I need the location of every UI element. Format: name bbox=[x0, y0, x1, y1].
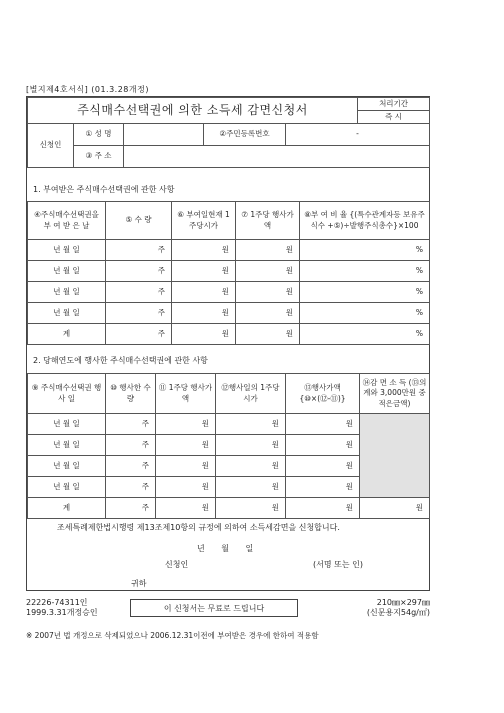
paper-size: 210㎜×297㎜ bbox=[376, 598, 430, 607]
table-row bbox=[28, 240, 430, 261]
s1-total-price[interactable]: 원 bbox=[172, 324, 236, 345]
address-field[interactable] bbox=[124, 146, 430, 168]
s1-cell-qty[interactable]: 주 bbox=[106, 261, 172, 282]
s2-header-exercise-price: ⑪ 1주당 행사가액 bbox=[156, 374, 216, 414]
table-row bbox=[28, 282, 430, 303]
s2-cell-date[interactable]: 년 월 일 bbox=[28, 414, 106, 435]
s1-cell-qty[interactable]: 주 bbox=[106, 240, 172, 261]
s2-header-quantity: ⑩ 행사한 수 량 bbox=[106, 374, 156, 414]
s2-total-exprice[interactable]: 원 bbox=[156, 498, 216, 519]
s2-cell-exprice[interactable]: 원 bbox=[156, 414, 216, 435]
processing-label: 처리기간 bbox=[358, 98, 430, 111]
s2-cell-price[interactable]: 원 bbox=[216, 477, 286, 498]
s2-cell-exprice[interactable]: 원 bbox=[156, 477, 216, 498]
s1-cell-date[interactable]: 년 월 일 bbox=[28, 240, 106, 261]
name-field[interactable] bbox=[124, 124, 204, 146]
s1-cell-price[interactable]: 원 bbox=[172, 240, 236, 261]
s1-cell-ratio[interactable]: % bbox=[300, 240, 430, 261]
application-form bbox=[26, 96, 430, 591]
form-number: [별지제4호서식] (01.3.28개정) bbox=[26, 85, 149, 94]
total-row bbox=[28, 324, 430, 345]
s1-cell-ratio[interactable]: % bbox=[300, 282, 430, 303]
id-dash: - bbox=[356, 129, 359, 139]
s1-cell-date[interactable]: 년 월 일 bbox=[28, 303, 106, 324]
s2-header-exempt-income: ⑭감 면 소 득 (⑬의 계와 3,000만원 중 적은금액) bbox=[360, 374, 430, 414]
s2-cell-qty[interactable]: 주 bbox=[106, 435, 156, 456]
s1-cell-qty[interactable]: 주 bbox=[106, 303, 172, 324]
paper-weight: (신문용지54g/㎡) bbox=[366, 608, 430, 618]
s1-header-exercise-price: ⑦ 1주당 행사가액 bbox=[236, 202, 300, 240]
s1-header-market-price: ⑥ 부여일현재 1주당시가 bbox=[172, 202, 236, 240]
s1-total-qty[interactable]: 주 bbox=[106, 324, 172, 345]
form-code: 22226-74311인 bbox=[26, 598, 88, 607]
s2-total-value[interactable]: 원 bbox=[286, 498, 360, 519]
address-label: ③ 주 소 bbox=[74, 146, 124, 168]
name-label: ① 성 명 bbox=[74, 124, 124, 146]
s1-total-ratio[interactable]: % bbox=[300, 324, 430, 345]
date-line[interactable]: 년 월 일 bbox=[197, 544, 254, 553]
s1-header-grant-ratio: ⑧부 여 비 율 {(특수관계자등 보유주식수 +⑤)÷발행주식총수}×100 bbox=[300, 202, 430, 240]
s1-total-label: 계 bbox=[28, 324, 106, 345]
s2-cell-price[interactable]: 원 bbox=[216, 414, 286, 435]
s2-total-qty[interactable]: 주 bbox=[106, 498, 156, 519]
s1-cell-price[interactable]: 원 bbox=[172, 282, 236, 303]
s2-header-exercise-date: ⑨ 주식매수선택권 행 사 일 bbox=[28, 374, 106, 414]
processing-value: 즉 시 bbox=[358, 111, 430, 124]
applicant-sign-label: 신청인 bbox=[165, 560, 189, 569]
s2-cell-price[interactable]: 원 bbox=[216, 456, 286, 477]
section1-title: 1. 부여받은 주식매수선택권에 관한 사항 bbox=[33, 185, 175, 194]
s1-cell-exprice[interactable]: 원 bbox=[236, 240, 300, 261]
s2-total-price[interactable]: 원 bbox=[216, 498, 286, 519]
section2-table bbox=[27, 373, 430, 519]
s2-cell-qty[interactable]: 주 bbox=[106, 477, 156, 498]
s2-cell-price[interactable]: 원 bbox=[216, 435, 286, 456]
s2-header-market-price: ⑫행사일의 1주당시가 bbox=[216, 374, 286, 414]
paper-spec bbox=[350, 598, 430, 619]
table-row bbox=[28, 303, 430, 324]
s1-cell-exprice[interactable]: 원 bbox=[236, 261, 300, 282]
table-row bbox=[28, 261, 430, 282]
s1-cell-exprice[interactable]: 원 bbox=[236, 282, 300, 303]
form-codes bbox=[26, 598, 98, 619]
section1-table bbox=[27, 201, 430, 345]
footnote: ※ 2007년 법 개정으로 삭제되었으나 2006.12.31이전에 부여받은 경우에 한하여 적용함 bbox=[26, 631, 319, 640]
total-row bbox=[28, 498, 430, 519]
s1-cell-ratio[interactable]: % bbox=[300, 303, 430, 324]
free-notice: 이 신청서는 무료로 드립니다 bbox=[130, 599, 298, 617]
s2-cell-date[interactable]: 년 월 일 bbox=[28, 477, 106, 498]
section2-title: 2. 당해연도에 행사한 주식매수선택권에 관한 사항 bbox=[33, 356, 208, 365]
table-row bbox=[28, 414, 430, 435]
s1-cell-ratio[interactable]: % bbox=[300, 261, 430, 282]
s1-cell-price[interactable]: 원 bbox=[172, 261, 236, 282]
s1-cell-qty[interactable]: 주 bbox=[106, 282, 172, 303]
s2-total-label: 계 bbox=[28, 498, 106, 519]
form-title: 주식매수선택권에 의한 소득세 감면신청서 bbox=[28, 98, 358, 124]
s2-total-exempt[interactable]: 원 bbox=[360, 498, 430, 519]
s1-cell-date[interactable]: 년 월 일 bbox=[28, 261, 106, 282]
s2-cell-exprice[interactable]: 원 bbox=[156, 435, 216, 456]
s2-cell-qty[interactable]: 주 bbox=[106, 414, 156, 435]
s2-cell-value[interactable]: 원 bbox=[286, 435, 360, 456]
declaration-text: 조세특례제한법시행령 제13조제10항의 규정에 의하여 소득세감면을 신청합니다. bbox=[57, 523, 340, 532]
s1-header-quantity: ⑤ 수 량 bbox=[106, 202, 172, 240]
s2-cell-qty[interactable]: 주 bbox=[106, 456, 156, 477]
s2-cell-exprice[interactable]: 원 bbox=[156, 456, 216, 477]
s2-shaded-area bbox=[360, 414, 430, 498]
s2-cell-value[interactable]: 원 bbox=[286, 456, 360, 477]
id-field[interactable] bbox=[286, 124, 430, 146]
id-label: ②주민등록번호 bbox=[204, 124, 286, 146]
s2-cell-value[interactable]: 원 bbox=[286, 414, 360, 435]
addressee: 귀하 bbox=[131, 579, 147, 588]
s1-total-exprice[interactable]: 원 bbox=[236, 324, 300, 345]
s2-cell-value[interactable]: 원 bbox=[286, 477, 360, 498]
s2-cell-date[interactable]: 년 월 일 bbox=[28, 435, 106, 456]
s1-cell-price[interactable]: 원 bbox=[172, 303, 236, 324]
s2-cell-date[interactable]: 년 월 일 bbox=[28, 456, 106, 477]
approval-date: 1999.3.31개정승인 bbox=[26, 608, 98, 618]
s1-header-grant-date: ④주식매수선택권을 부 여 받 은 날 bbox=[28, 202, 106, 240]
s2-header-exercise-value: ⑬행사가액 {⑩×(⑫-⑪)} bbox=[286, 374, 360, 414]
header-table bbox=[27, 97, 430, 168]
s1-cell-date[interactable]: 년 월 일 bbox=[28, 282, 106, 303]
s1-cell-exprice[interactable]: 원 bbox=[236, 303, 300, 324]
applicant-label: 신청인 bbox=[28, 124, 74, 168]
signature-note: (서명 또는 인) bbox=[313, 560, 363, 569]
